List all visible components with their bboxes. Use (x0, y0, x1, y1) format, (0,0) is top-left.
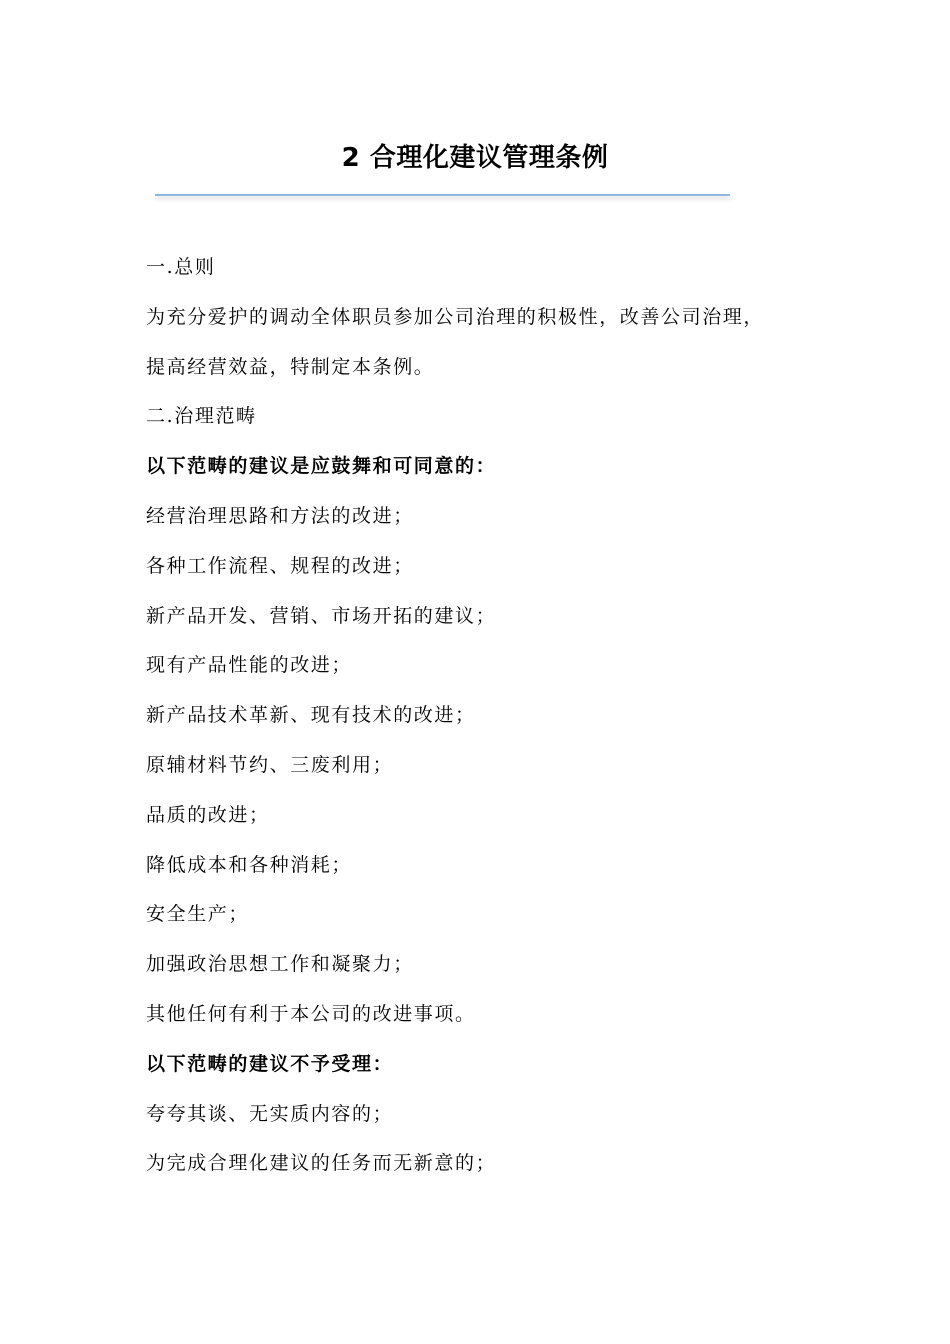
list-item: 新产品开发、营销、市场开拓的建议； (146, 604, 497, 627)
title-underline (155, 194, 730, 196)
list-item: 各种工作流程、规程的改进； (146, 554, 414, 577)
list-item: 降低成本和各种消耗； (146, 853, 353, 876)
list-item: 安全生产； (146, 903, 250, 926)
list-item: 为完成合理化建议的任务而无新意的； (146, 1152, 497, 1175)
document-title: 2 合理化建议管理条例 (341, 143, 609, 173)
list-item: 现有产品性能的改进； (146, 654, 353, 677)
section-heading: 一.总则 (146, 256, 216, 278)
list-item: 新产品技术革新、现有技术的改进； (146, 704, 476, 727)
document-body (146, 247, 826, 1193)
list-item: 品质的改进； (146, 803, 270, 826)
bold-subheading: 以下范畴的建议是应鼓舞和可同意的： (146, 455, 497, 478)
list-item: 加强政治思想工作和凝聚力； (146, 953, 414, 976)
paragraph-line: 提高经营效益，特制定本条例。 (146, 355, 435, 378)
paragraph-line: 为充分爱护的调动全体职员参加公司治理的积极性，改善公司治理， (146, 305, 765, 328)
list-item: 夸夸其谈、无实质内容的； (146, 1102, 394, 1125)
list-item: 其他任何有利于本公司的改进事项。 (146, 1002, 476, 1025)
list-item: 经营治理思路和方法的改进； (146, 504, 414, 527)
list-item: 原辅材料节约、三废利用； (146, 753, 394, 776)
bold-subheading: 以下范畴的建议不予受理： (146, 1052, 394, 1075)
section-heading: 二.治理范畴 (146, 405, 257, 428)
